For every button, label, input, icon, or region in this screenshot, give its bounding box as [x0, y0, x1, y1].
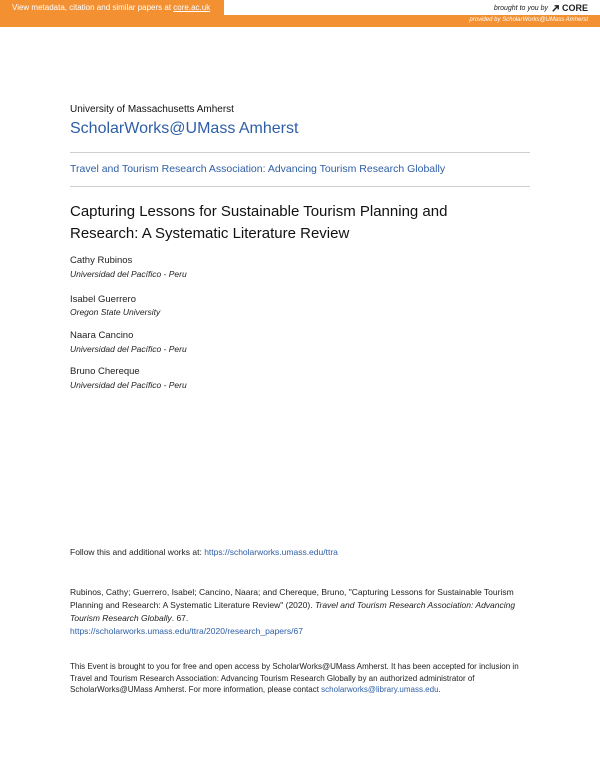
citation-link[interactable]: https://scholarworks.umass.edu/ttra/2020/research_papers/67 [70, 626, 303, 636]
author-affiliation: Oregon State University [70, 307, 161, 317]
follow-line [70, 547, 338, 557]
citation-journal: Travel and Tourism Research Association: Advancing Tourism Research Globally [70, 600, 516, 623]
author-name: Isabel Guerrero [70, 294, 137, 305]
author-name: Naara Cancino [70, 330, 134, 341]
university-prefix: University [70, 104, 114, 115]
core-banner [0, 0, 600, 28]
author-affiliation: Universidad del Pacífico - Peru [70, 269, 187, 279]
core-provided-by: provided by ScholarWorks@UMass Amherst [469, 17, 588, 23]
core-brought-by [494, 3, 588, 13]
core-view-metadata [0, 0, 225, 15]
citation-block [70, 586, 540, 638]
about-end: . [438, 685, 441, 694]
university-main: Massachusetts Amherst [127, 104, 234, 115]
author-name: Bruno Chereque [70, 366, 140, 377]
core-logo[interactable] [551, 3, 588, 13]
site-title[interactable]: ScholarWorks@UMass Amherst [70, 120, 299, 137]
follow-link[interactable]: https://scholarworks.umass.edu/ttra [204, 547, 338, 557]
follow-text: Follow this and additional works at: [70, 547, 205, 557]
core-link[interactable]: core.ac.uk [173, 3, 211, 12]
paper-title: Capturing Lessons for Sustainable Tourism Planning and Research: A Systematic Literature Review [70, 203, 448, 242]
divider-top [70, 152, 530, 153]
citation-suffix: . 67. [171, 613, 189, 623]
university-name [70, 104, 234, 115]
core-logo-text: CORE [561, 3, 588, 13]
citation-text: Rubinos, Cathy; Guerrero, Isabel; Cancino, Naara; and Chereque, Bruno, "Capturing Lessons for Sustainable Tourism Planning and Research: A Systematic Literature Review" (2020). [70, 587, 514, 610]
about-block [70, 661, 540, 696]
author-affiliation: Universidad del Pacífico - Peru [70, 380, 187, 390]
series-link[interactable]: Travel and Tourism Research Association: Advancing Tourism Research Globally [70, 163, 446, 175]
core-view-text: View metadata, citation and similar papers at [12, 3, 174, 12]
contact-email-link[interactable]: scholarworks@library.umass.edu [321, 685, 439, 694]
author-name: Cathy Rubinos [70, 255, 133, 266]
core-logo-icon [551, 4, 560, 13]
author-affiliation: Universidad del Pacífico - Peru [70, 344, 187, 354]
brought-to-you-by-text: brought to you by [493, 4, 548, 12]
university-of: of [113, 104, 128, 115]
divider-bottom [70, 186, 530, 187]
about-text: This Event is brought to you for free and open access by ScholarWorks@UMass Amherst. It has been accepted for inclusion in Travel and Tourism Research Association: Advancing Tourism Research Globally by an authorized administrator of ScholarWorks@UMass Amherst. For more information, please contact [70, 662, 519, 694]
